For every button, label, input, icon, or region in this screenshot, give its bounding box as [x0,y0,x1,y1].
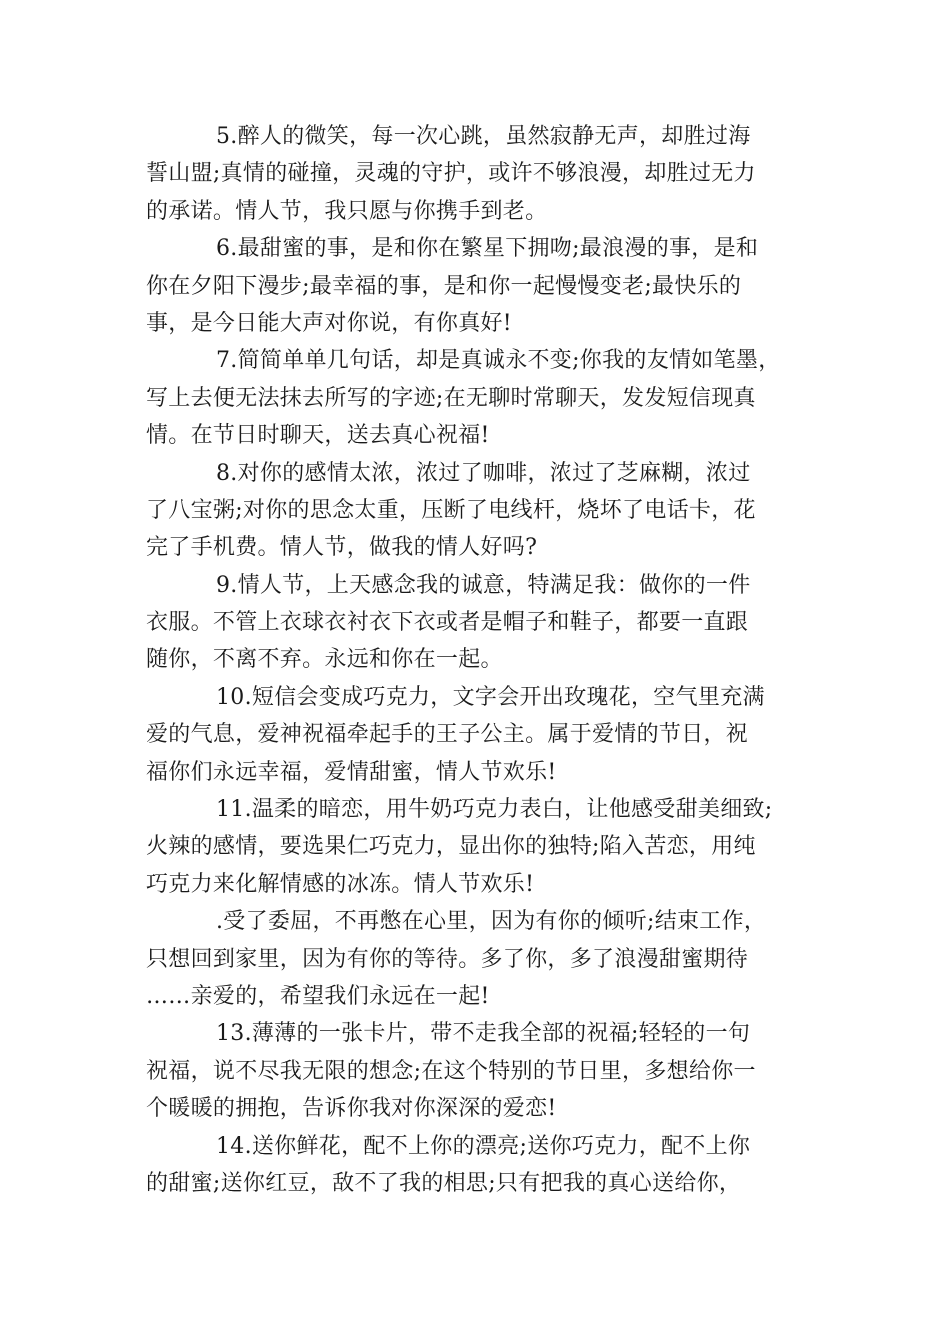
text-line: 福你们永远幸福，爱情甜蜜，情人节欢乐! [146,759,557,785]
document-body [146,118,806,1202]
text-line: 事，是今日能大声对你说，有你真好! [146,310,512,336]
text-line: 随你，不离不弃。永远和你在一起。 [146,647,503,673]
text-line: .受了委屈，不再憋在心里，因为有你的倾听;结束工作， [216,909,767,935]
text-line: 你在夕阳下漫步;最幸福的事，是和你一起慢慢变老;最快乐的 [146,273,742,299]
text-line: 8.对你的感情太浓，浓过了咖啡，浓过了芝麻糊，浓过 [216,460,751,486]
text-line: 祝福，说不尽我无限的想念;在这个特别的节日里，多想给你一 [146,1058,756,1084]
text-line: 衣服。不管上衣球衣衬衣下衣或者是帽子和鞋子，都要一直跟 [146,610,749,636]
text-line: 10.短信会变成巧克力，文字会开出玫瑰花，空气里充满 [216,684,765,710]
text-line: ……亲爱的，希望我们永远在一起! [146,983,490,1009]
text-line: 情。在节日时聊天，送去真心祝福! [146,423,490,449]
text-line: 的甜蜜;送你红豆，敌不了我的相思;只有把我的真心送给你， [146,1170,742,1196]
text-line: 7.简简单单几句话，却是真诚永不变;你我的友情如笔墨， [216,348,781,374]
text-line: 5.醉人的微笑，每一次心跳，虽然寂静无声，却胜过海 [216,124,751,149]
text-line: 爱的气息，爱神祝福牵起手的王子公主。属于爱情的节日，祝 [146,722,749,748]
text-line: 11.温柔的暗恋，用牛奶巧克力表白，让他感受甜美细致; [216,797,773,823]
text-line: 14.送你鲜花，配不上你的漂亮;送你巧克力，配不上你 [216,1133,751,1159]
text-line: 了八宝粥;对你的思念太重，压断了电线杆，烧坏了电话卡，花 [146,497,756,523]
text-line: 13.薄薄的一张卡片，带不走我全部的祝福;轻轻的一句 [216,1021,751,1047]
text-line: 6.最甜蜜的事，是和你在繁星下拥吻;最浪漫的事，是和 [216,236,759,262]
text-line: 完了手机费。情人节，做我的情人好吗? [146,535,538,561]
text-line: 个暖暖的拥抱，告诉你我对你深深的爱恋! [146,1096,557,1122]
text-line: 巧克力来化解情感的冰冻。情人节欢乐! [146,871,535,897]
text-line: 写上去便无法抹去所写的字迹;在无聊时常聊天，发发短信现真 [146,385,756,411]
text-line: 只想回到家里，因为有你的等待。多了你，多了浪漫甜蜜期待 [146,946,749,972]
text-line: 火辣的感情，要选果仁巧克力，显出你的独特;陷入苦恋，用纯 [146,834,756,860]
text-line: 的承诺。情人节，我只愿与你携手到老。 [146,198,548,224]
text-line: 9.情人节，上天感念我的诚意，特满足我：做你的一件 [216,572,751,598]
text-line: 誓山盟;真情的碰撞，灵魂的守护，或许不够浪漫，却胜过无力 [146,161,756,187]
